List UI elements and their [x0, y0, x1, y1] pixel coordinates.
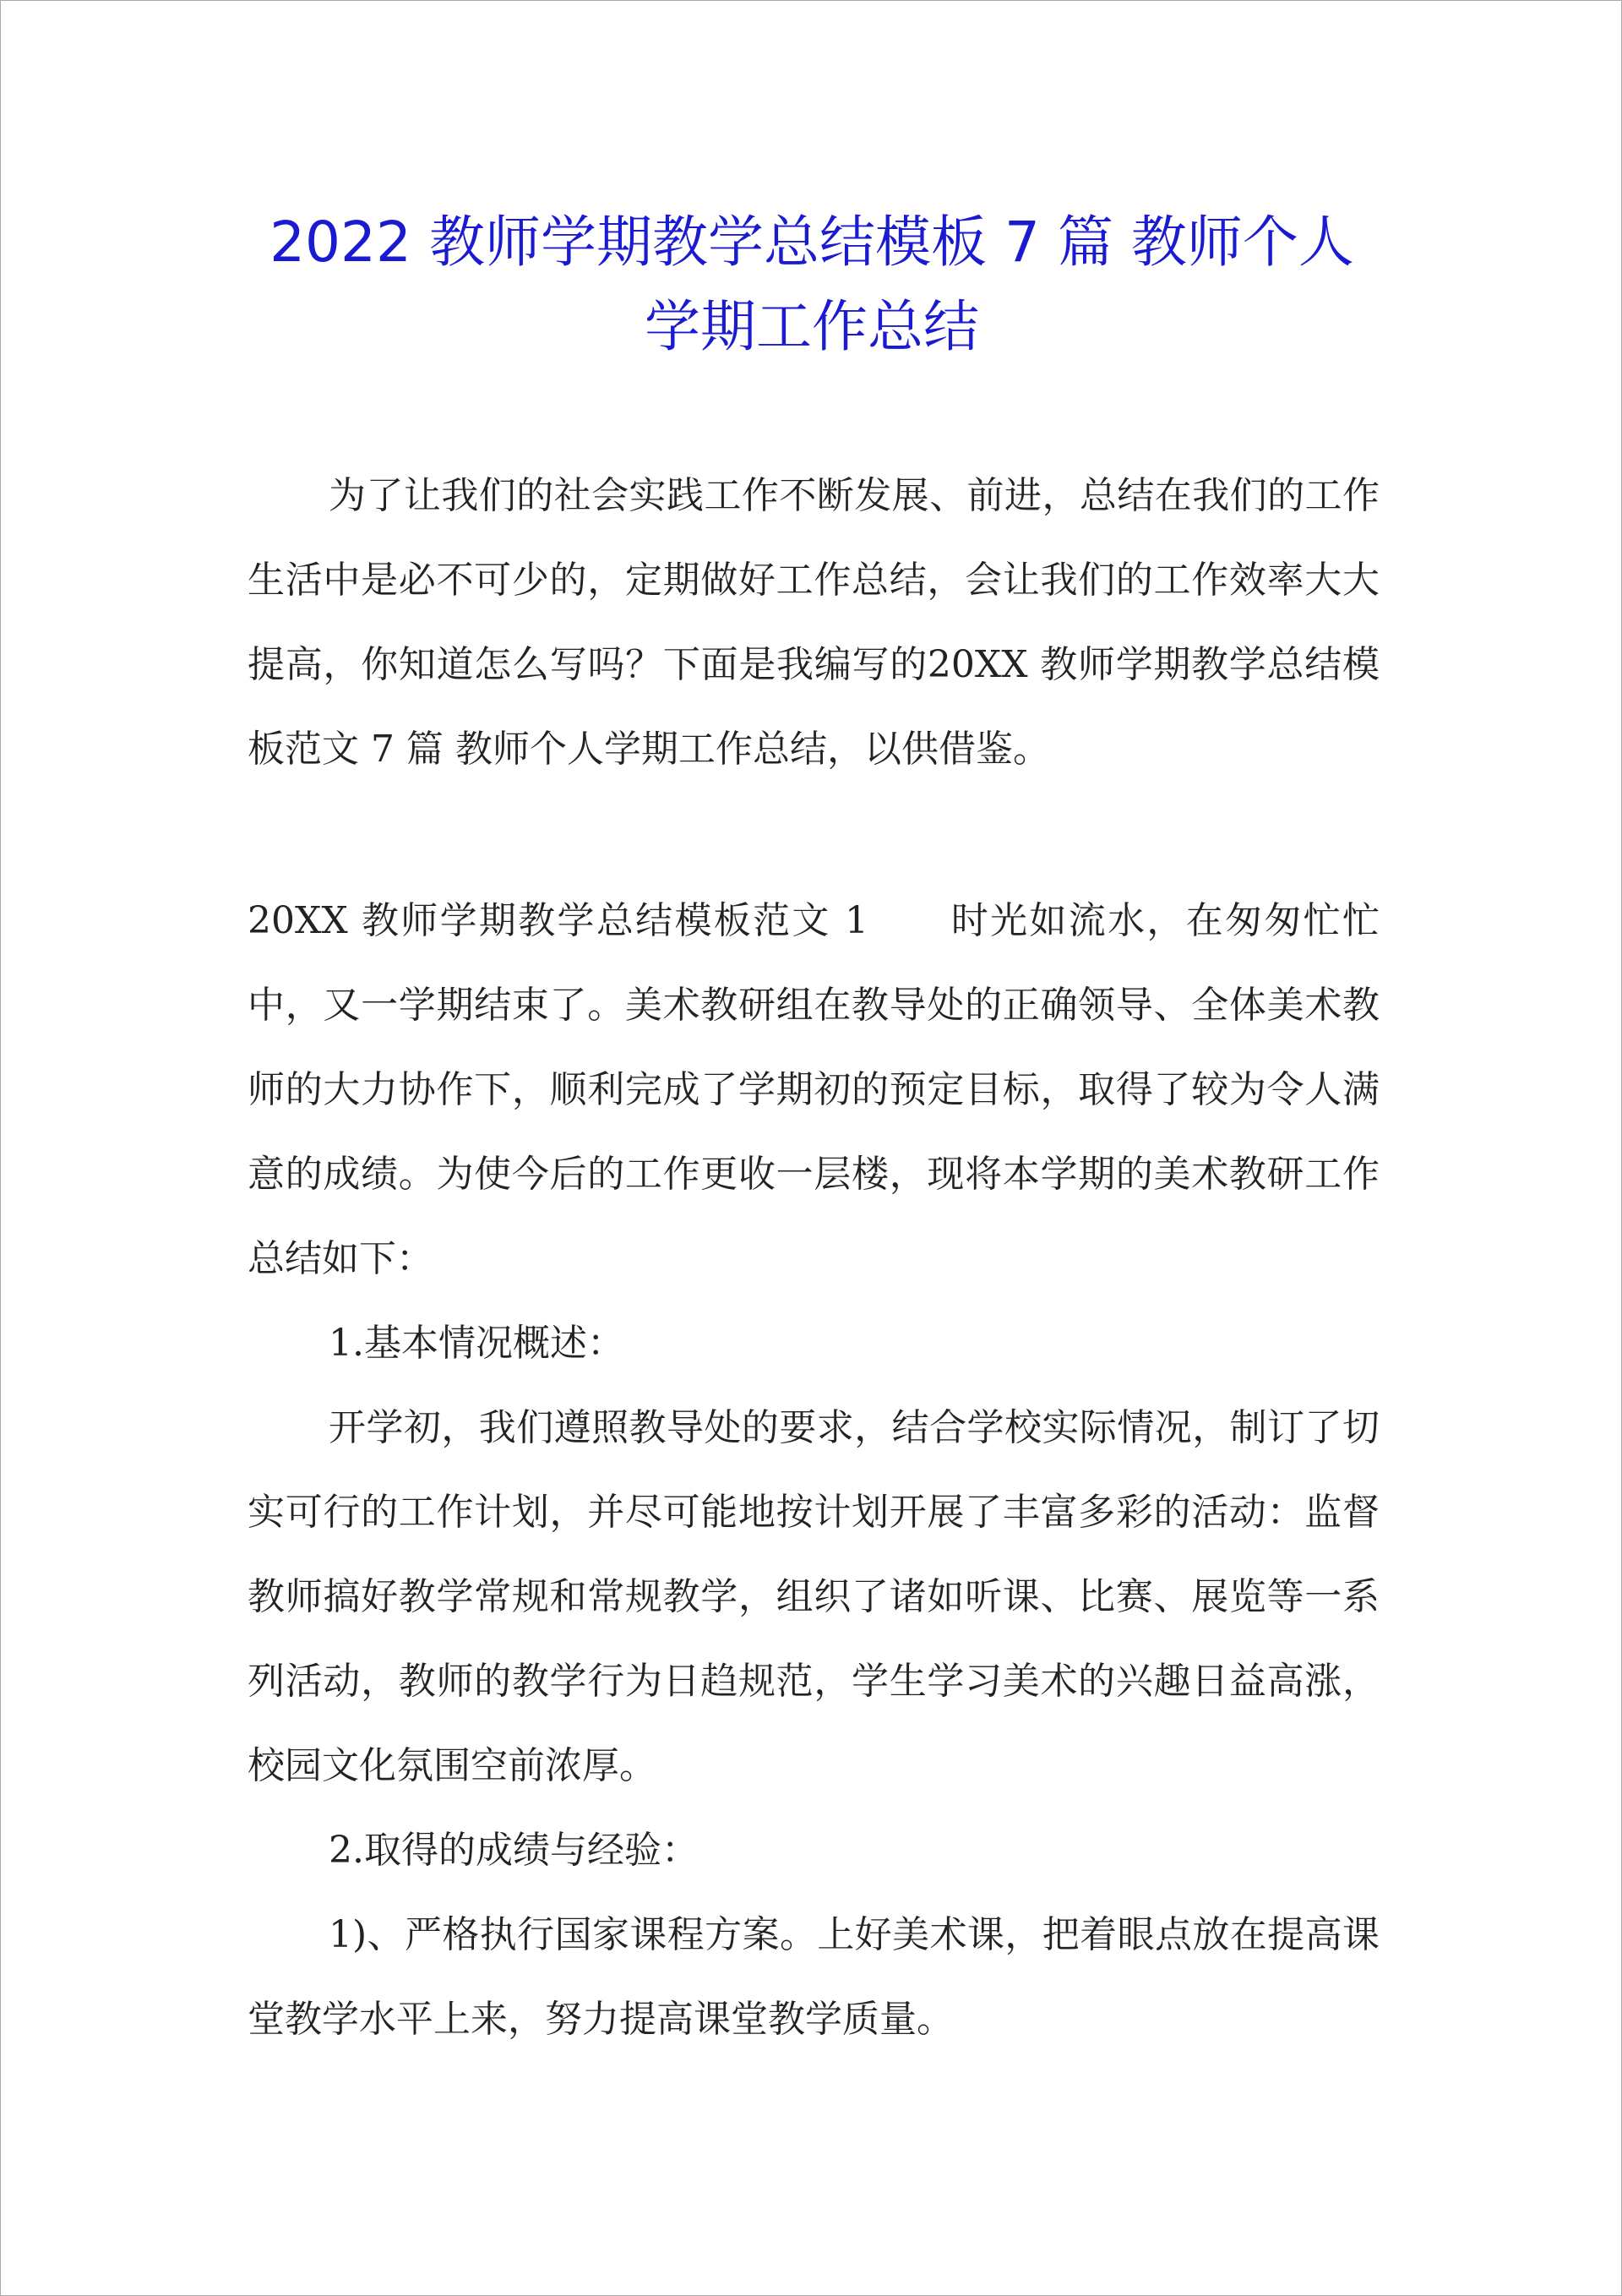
intro-paragraph: 为了让我们的社会实践工作不断发展、前进，总结在我们的工作生活中是必不可少的，定期做好工作总结，会让我们的工作效率大大提高，你知道怎么写吗？下面是我编写的20XX 教师学期教学总结模板范文 7 篇 教师个人学期工作总结，以供借鉴。: [248, 474, 1380, 771]
item-1-paragraph: 开学初，我们遵照教导处的要求，结合学校实际情况，制订了切实可行的工作计划，并尽可能地按计划开展了丰富多彩的活动：监督教师搞好教学常规和常规教学，组织了诸如听课、比赛、展览等一系列活动，教师的教学行为日趋规范，学生学习美术的兴趣日益高涨，校园文化氛围空前浓厚。: [248, 1406, 1380, 1787]
item-2-heading: 2.取得的成绩与经验：: [329, 1829, 699, 1872]
document-title: [220, 200, 1403, 369]
title-line-2: 学期工作总结: [645, 294, 979, 359]
section-1-paragraph: [248, 879, 1380, 1301]
section-1-text: 时光如流水，在匆匆忙忙中，又一学期结束了。美术教研组在教导处的正确领导、全体美术教师的大力协作下，顺利完成了学期初的预定目标，取得了较为令人满意的成绩。为使今后的工作更收一层楼，现将本学期的美术教研工作总结如下：: [248, 899, 1380, 1280]
item-1-heading: 1.基本情况概述：: [329, 1322, 624, 1365]
title-line-1: 2022 教师学期教学总结模板 7 篇 教师个人: [269, 210, 1354, 275]
section-1-heading: 20XX 教师学期教学总结模板范文 1: [248, 899, 869, 942]
item-2-subpoint-1: 1)、严格执行国家课程方案。上好美术课，把着眼点放在提高课堂教学水平上来，努力提高课堂教学质量。: [248, 1913, 1380, 2041]
